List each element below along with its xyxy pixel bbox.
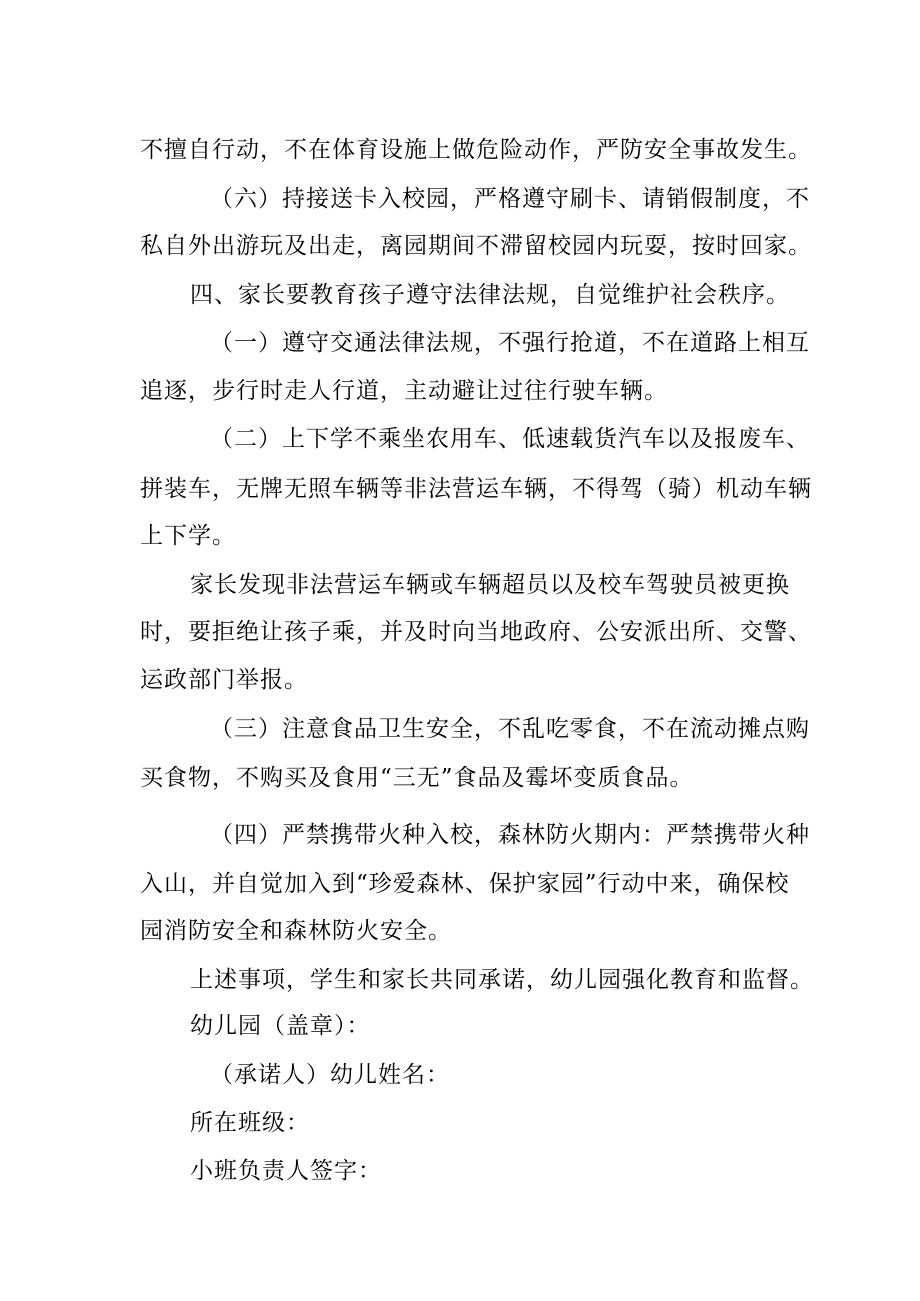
text-line: 不擅自行动，不在体育设施上做危险动作，严防安全事故发生。 — [140, 137, 812, 163]
text-line: 园消防安全和森林防火安全。 — [140, 918, 452, 944]
text-line: 四、家长要教育孩子遵守法律法规，自觉维护社会秩序。 — [190, 282, 790, 308]
text-line: （承诺人）幼儿姓名： — [210, 1062, 450, 1088]
text-line: 家长发现非法营运车辆或车辆超员以及校车驾驶员被更换 — [190, 572, 790, 598]
text-line: （三）注意食品卫生安全，不乱吃零食，不在流动摊点购 — [210, 716, 810, 742]
text-line: （四）严禁携带火种入校，森林防火期内：严禁携带火种 — [210, 822, 810, 848]
text-line: 买食物，不购买及食用“三无”食品及霉坏变质食品。 — [140, 765, 694, 791]
text-line: 上述事项，学生和家长共同承诺，幼儿园强化教育和监督。 — [190, 967, 814, 993]
text-line: 私自外出游玩及出走，离园期间不滞留校园内玩耍，按时回家。 — [140, 233, 812, 259]
text-line: 追逐，步行时走人行道，主动避让过往行驶车辆。 — [140, 378, 668, 404]
text-line: 入山，并自觉加入到“珍爱森林、保护家园”行动中来，确保校 — [140, 871, 790, 897]
text-line: （六）持接送卡入校园，严格遵守刷卡、请销假制度，不 — [210, 186, 810, 212]
text-line: 时，要拒绝让孩子乘，并及时向当地政府、公安派出所、交警、 — [140, 619, 812, 645]
text-line: 拼装车，无牌无照车辆等非法营运车辆，不得驾（骑）机动车辆 — [140, 476, 812, 502]
text-line: 运政部门举报。 — [140, 667, 308, 693]
text-line: （二）上下学不乘坐农用车、低速载货汽车以及报废车、 — [210, 426, 810, 452]
text-line: 所在班级： — [190, 1110, 310, 1136]
text-line: （一）遵守交通法律法规，不强行抢道，不在道路上相互 — [210, 330, 810, 356]
text-line: 幼儿园（盖章）： — [190, 1013, 371, 1039]
text-line: 上下学。 — [140, 523, 236, 549]
text-line: 小班负责人签字： — [190, 1158, 382, 1184]
